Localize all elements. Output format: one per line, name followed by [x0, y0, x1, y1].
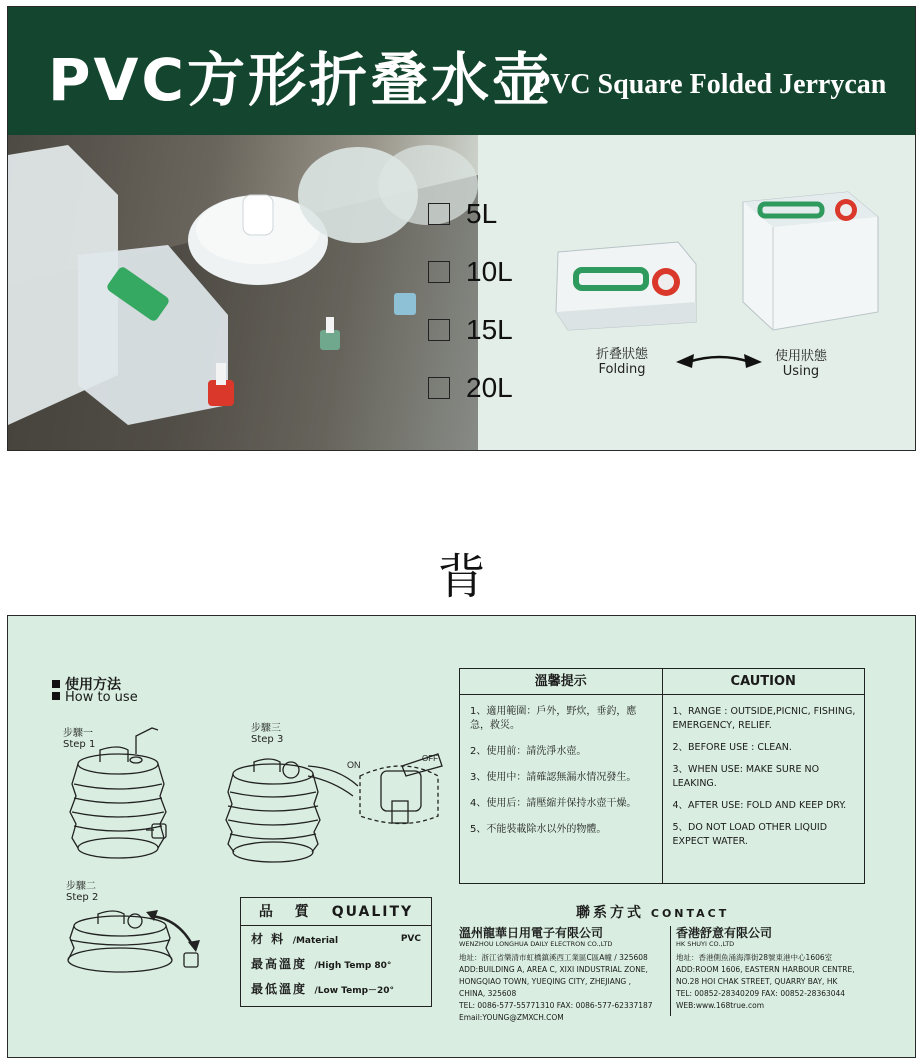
address-line: CHINA, 325608 [459, 989, 517, 998]
contact-title [576, 902, 729, 922]
company2-address [676, 952, 855, 1012]
double-arrow-icon [676, 354, 762, 368]
caution-table [459, 668, 865, 884]
folding-label-en: Folding [598, 362, 646, 377]
quality-row [241, 928, 431, 951]
company2-name-en: HK SHUYI CO.,LTD [676, 940, 735, 948]
step2-cn: 步驟二 [66, 881, 96, 892]
size-checkbox[interactable] [428, 319, 450, 341]
quality-row-cn: 最高溫度 [251, 957, 308, 971]
size-checkbox[interactable] [428, 261, 450, 283]
size-label: 10L [466, 256, 513, 287]
step3-jerrycan-icon [226, 754, 442, 862]
tips-header-en: CAUTION [730, 674, 796, 689]
folding-label [585, 347, 659, 377]
address-line: ADD:ROOM 1606, EASTERN HARBOUR CENTRE, [676, 965, 855, 974]
company2-name: 香港舒意有限公司 [676, 926, 773, 940]
step2-jerrycan-icon [68, 911, 198, 972]
quality-row-en: /High Temp 80° [314, 961, 392, 971]
size-option-10l[interactable] [428, 243, 513, 301]
tips-header-cn: 溫馨提示 [460, 669, 663, 694]
tip-item: 3、WHEN USE: MAKE SURE NO LEAKING. [672, 764, 820, 789]
caution-header [460, 669, 864, 695]
tips-column-en [663, 695, 865, 883]
step3-cn: 步驟三 [251, 723, 281, 734]
contact-divider [670, 926, 671, 1016]
tip-item: 2、BEFORE USE : CLEAN. [672, 742, 792, 753]
folded-jerrycan-image [556, 242, 696, 330]
address-line: NO.28 HOI CHAK STREET, QUARRY BAY, HK [676, 977, 838, 986]
howto-cn-text: 使用方法 [65, 677, 121, 693]
tip-item: 2、使用前：請洗淨水壺。 [470, 746, 587, 757]
size-label: 15L [466, 314, 513, 345]
back-panel [7, 615, 916, 1058]
size-checkbox[interactable] [428, 377, 450, 399]
address-line: 地址：香港側魚涌海澤街28號東港中心1606室 [676, 953, 833, 962]
tips-column-cn [460, 695, 663, 883]
size-option-20l[interactable] [428, 359, 513, 417]
step3-en: Step 3 [251, 734, 284, 745]
address-line: HONGQIAO TOWN, YUEQING CITY, ZHEJIANG , [459, 977, 632, 986]
size-label: 5L [466, 198, 498, 229]
folding-label-cn: 折叠狀態 [595, 347, 648, 362]
quality-row-en: /Material [292, 936, 339, 946]
using-label [764, 349, 838, 379]
back-side-mark: 背 [437, 549, 486, 605]
valve-off-label: OFF [422, 754, 438, 763]
using-label-en: Using [782, 364, 820, 379]
tip-item: 5、不能裝載除水以外的物體。 [470, 824, 607, 835]
step2-en: Step 2 [66, 892, 99, 903]
quality-row-cn: 材 料 [251, 932, 286, 946]
tip-item: 1、RANGE : OUTSIDE,PICNIC, FISHING, EMERGENCY, RELIEF. [672, 706, 856, 731]
contact-phone: TEL: 0086-577-55771310 FAX: 0086-577-62337187 [459, 1001, 653, 1010]
size-options [428, 185, 513, 417]
size-option-15l[interactable] [428, 301, 513, 359]
tip-item: 5、DO NOT LOAD OTHER LIQUID EXPECT WATER. [672, 822, 828, 847]
contact-email[interactable]: Email:YOUNG@ZMXCH.COM [459, 1013, 564, 1022]
contact-website[interactable]: WEB:www.168true.com [676, 1001, 765, 1010]
company1-address [459, 952, 653, 1024]
title-en: PVC Square Folded Jerrycan [533, 69, 887, 100]
caution-body [460, 695, 864, 883]
quality-table [240, 897, 432, 1007]
quality-row [241, 978, 431, 1001]
company1-name: 溫州龍華日用電子有限公司 [459, 926, 604, 940]
using-label-cn: 使用狀態 [774, 349, 827, 364]
contact-title-cn: 聯系方式 [576, 905, 644, 921]
quality-row-cn: 最低溫度 [251, 982, 308, 996]
size-option-5l[interactable] [428, 185, 513, 243]
front-header [8, 7, 915, 135]
tip-item: 4、使用后：請壓縮并保持水壺干燥。 [470, 798, 637, 809]
step1-en: Step 1 [63, 739, 96, 750]
company1-name-en: WENZHOU LONGHUA DAILY ELECTRON CO.,LTD [459, 940, 613, 948]
quality-row-value: PVC [400, 934, 421, 944]
front-panel [7, 6, 916, 451]
valve-on-label: ON [347, 760, 361, 770]
size-label: 20L [466, 372, 513, 403]
product-photo-illustration [8, 135, 478, 451]
quality-row-en: /Low Temp－20° [314, 986, 395, 996]
step1-cn: 步驟一 [63, 728, 93, 739]
contact-title-en: CONTACT [650, 907, 730, 920]
unfolded-jerrycan-image [743, 192, 878, 330]
howto-en-text: How to use [65, 690, 138, 705]
contact-phone: TEL: 00852-28340209 FAX: 00852-28363044 [676, 989, 846, 998]
quality-row [241, 953, 431, 976]
title-cn: PVC方形折叠水壶 [48, 46, 553, 114]
address-line: 地址：浙江省樂清市虹橋鎮溪西工業區C區A幢 / 325608 [459, 953, 648, 962]
tip-item: 1、適用範圍：戶外，野炊，垂釣，應急，救災。 [470, 706, 637, 731]
tip-item: 3、使用中：請確認無漏水情况發生。 [470, 772, 637, 783]
address-line: ADD:BUILDING A, AREA C, XIXI INDUSTRIAL ZONE, [459, 965, 648, 974]
quality-header [241, 898, 431, 926]
step1-jerrycan-icon [70, 728, 166, 858]
size-checkbox[interactable] [428, 203, 450, 225]
quality-header-cn: 品 質 [258, 904, 313, 920]
quality-header-en: QUALITY [331, 904, 414, 920]
tip-item: 4、AFTER USE: FOLD AND KEEP DRY. [672, 800, 847, 811]
